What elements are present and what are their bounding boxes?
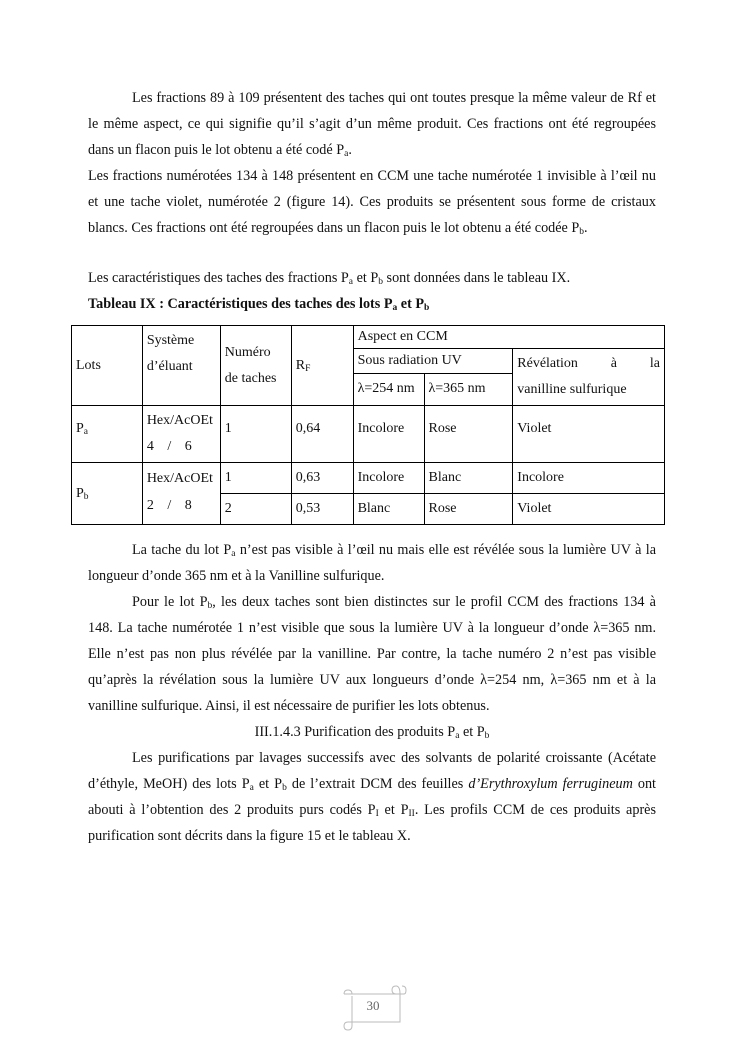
section-heading-purification: III.1.4.3 Purification des produits $P_a$ et $P_b$ bbox=[254, 724, 490, 741]
pb1-lambda-365: Blanc bbox=[424, 463, 513, 494]
page-number-scroll bbox=[338, 984, 408, 1034]
pb-systeme: Hex/AcOEt 2 / 8 bbox=[142, 463, 220, 525]
table-header-row-1 bbox=[72, 326, 665, 349]
header-lambda-254: λ=254 nm bbox=[353, 374, 424, 406]
pb2-numero: 2 bbox=[220, 494, 291, 525]
pb1-numero: 1 bbox=[220, 463, 291, 494]
pa-revelation: Violet bbox=[513, 406, 665, 463]
pb1-lambda-254: Incolore bbox=[353, 463, 424, 494]
pb1-rf: 0,63 bbox=[291, 463, 353, 494]
paragraph-fractions-134-148: Les fractions numérotées 134 à 148 présentent en CCM une tache numérotée 1 invisible à l’œil nu et une tache violet, numérotée 2 (figure 14). Ces produits se présentent sous forme de cristaux blancs. Ces fractions ont été regroupées dans un flacon puis le lot obtenu a été codée $P_b$. bbox=[88, 168, 656, 237]
header-lambda-365: λ=365 nm bbox=[424, 374, 513, 406]
page-number: 30 bbox=[366, 998, 380, 1013]
pa-systeme: Hex/AcOEt 4 / 6 bbox=[142, 406, 220, 463]
pb1-revelation: Incolore bbox=[513, 463, 665, 494]
pb2-lambda-254: Blanc bbox=[353, 494, 424, 525]
table-row bbox=[72, 463, 665, 494]
header-systeme-eluant: Système d’éluant bbox=[142, 326, 220, 406]
header-sous-radiation-uv: Sous radiation UV bbox=[353, 349, 513, 374]
ccm-characteristics-table bbox=[71, 325, 665, 525]
pb2-revelation: Violet bbox=[513, 494, 665, 525]
paragraph-lot-pb-taches: Pour le lot $P_b$, les deux taches sont bien distinctes sur le profil CCM des fractions 134 à 148. La tache numérotée 1 n’est visible que sous la lumière UV à la longueur d’onde λ=365 nm. Elle n’est pas non plus révélée par la vanilline. Par contre, la tache numéro 2 n’est pas visible qu’après la révélation sous la lumière UV aux longueurs d’onde λ=254 nm, λ=365 nm et à la vanilline sulfurique. Ainsi, il est nécessaire de purifier les lots obtenus. bbox=[88, 594, 656, 714]
table-caption: Tableau IX : Caractéristiques des taches des lots $P_a$ et $P_b$ bbox=[88, 296, 430, 313]
table-row bbox=[72, 406, 665, 463]
pa-lambda-365: Rose bbox=[424, 406, 513, 463]
header-numero-taches: Numéro de taches bbox=[220, 326, 291, 406]
pa-rf: 0,64 bbox=[291, 406, 353, 463]
pa-numero: 1 bbox=[220, 406, 291, 463]
paragraph-purification: Les purifications par lavages successifs avec des solvants de polarité croissante (Acétate d’éthyle, MeOH) des lots $P_a$ et $P_b$ de l’extrait DCM des feuilles d’Erythroxylum ferrugineum ont abouti à l’obtention des 2 produits purs codés $P_I$ et $P_{II}$. Les profils CCM de ces produits après purification sont décrits dans la figure 15 et le tableau X. bbox=[88, 750, 656, 844]
header-revelation-vanilline: Révélation à la vanilline sulfurique bbox=[513, 349, 665, 406]
lot-pb: $P_b$ bbox=[72, 463, 143, 525]
paragraph-table-intro: Les caractéristiques des taches des fractions $P_a$ et $P_b$ sont données dans le tableau IX. bbox=[88, 270, 571, 287]
header-aspect-ccm: Aspect en CCM bbox=[353, 326, 664, 349]
header-lots: Lots bbox=[72, 326, 143, 406]
pb2-lambda-365: Rose bbox=[424, 494, 513, 525]
pb2-rf: 0,53 bbox=[291, 494, 353, 525]
paragraph-fractions-89-109: Les fractions 89 à 109 présentent des taches qui ont toutes presque la même valeur de Rf et le même aspect, ce qui signifie qu’il s’agit d’un même produit. Ces fractions ont été regroupées dans un flacon puis le lot obtenu a été codé $P_a$. bbox=[88, 90, 656, 159]
pa-lambda-254: Incolore bbox=[353, 406, 424, 463]
lot-pa: $P_a$ bbox=[72, 406, 143, 463]
header-rf: $R_F$ bbox=[291, 326, 353, 406]
paragraph-lot-pa-tache: La tache du lot $P_a$ n’est pas visible à l’œil nu mais elle est révélée sous la lumière UV à la longueur d’onde 365 nm et à la Vanilline sulfurique. bbox=[88, 542, 656, 584]
